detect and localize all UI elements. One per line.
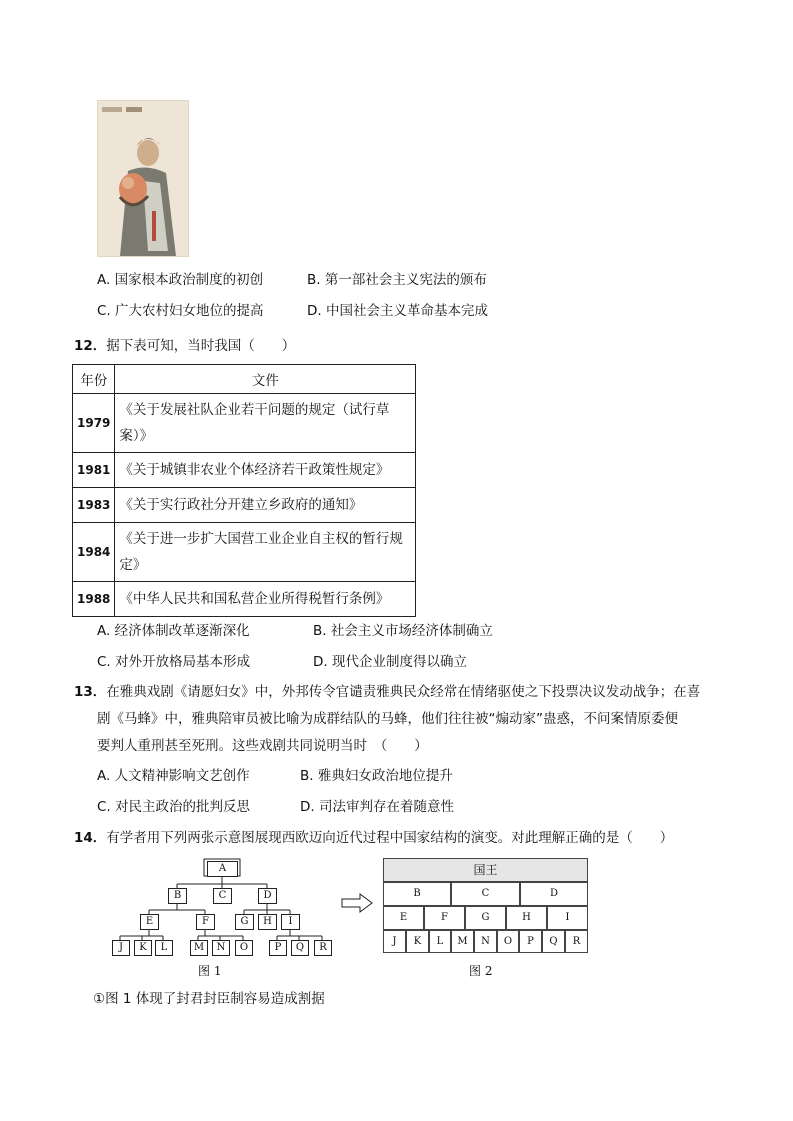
figure-2-state-structure: [383, 858, 593, 983]
fig1-node: J: [112, 940, 130, 956]
table-row: [73, 582, 416, 617]
fig1-node: E: [140, 914, 159, 930]
fig2-block: E: [383, 906, 424, 930]
table-header-year: 年份: [73, 365, 115, 394]
table-cell-year: 1988: [73, 582, 115, 617]
q11-option-b: B. 第一部社会主义宪法的颁布: [307, 272, 487, 288]
table-cell-document: 《关于实行政社分开建立乡政府的通知》: [115, 488, 416, 523]
q12-stem-line: [74, 336, 295, 356]
q13-option-c: C. 对民主政治的批判反思: [97, 799, 251, 815]
q12-option-d: D. 现代企业制度得以确立: [313, 654, 467, 670]
table-cell-document: 《关于城镇非农业个体经济若干政策性规定》: [115, 453, 416, 488]
table-header-document: 文件: [115, 365, 416, 394]
fig2-block: Q: [542, 930, 565, 953]
q12-option-b: B. 社会主义市场经济体制确立: [313, 623, 493, 639]
q13-option-a: A. 人文精神影响文艺创作: [97, 768, 250, 784]
q13-text-1: 在雅典戏剧《请愿妇女》中，外邦传令官谴责雅典民众经常在情绪驱使之下投票决议发动战争；在喜: [106, 684, 701, 700]
painting-figure-icon: [98, 101, 188, 256]
fig2-block: R: [565, 930, 588, 953]
fig1-node: B: [168, 888, 187, 904]
fig2-block: G: [465, 906, 506, 930]
q13-stem-line-2: 剧《马蜂》中，雅典陪审员被比喻为成群结队的马蜂，他们往往被“煽动家”蛊惑，不问案情原委便: [97, 711, 678, 727]
q11-option-a: A. 国家根本政治制度的初创: [97, 272, 264, 288]
table-cell-year: 1979: [73, 394, 115, 453]
fig2-block: O: [497, 930, 519, 953]
table-row: [73, 488, 416, 523]
figure-1-caption: 图 1: [198, 964, 222, 978]
fig2-block: I: [547, 906, 588, 930]
fig1-node: R: [314, 940, 332, 956]
q13-option-d: D. 司法审判存在着随意性: [300, 799, 454, 815]
right-arrow-icon: [340, 893, 374, 913]
fig1-node: H: [258, 914, 277, 930]
q13-stem-line-3: 要判人重刑甚至死刑。这些戏剧共同说明当时 （ ）: [97, 738, 428, 754]
fig1-node-top: A: [207, 861, 238, 877]
fig1-node: O: [235, 940, 253, 956]
fig1-node: D: [258, 888, 277, 904]
q13-option-b: B. 雅典妇女政治地位提升: [300, 768, 453, 784]
fig2-block: J: [383, 930, 406, 953]
table-cell-document: 《关于发展社队企业若干问题的规定（试行草案）》: [115, 394, 416, 453]
fig2-block: H: [506, 906, 547, 930]
question-stem: 据下表可知，当时我国（ ）: [106, 338, 296, 354]
q12-option-c: C. 对外开放格局基本形成: [97, 654, 251, 670]
fig1-node: L: [155, 940, 173, 956]
table-cell-year: 1983: [73, 488, 115, 523]
fig2-block: C: [451, 882, 520, 906]
fig1-node: P: [269, 940, 287, 956]
fig1-node: Q: [291, 940, 309, 956]
fig2-block: K: [406, 930, 429, 953]
fig2-block: N: [474, 930, 497, 953]
table-cell-year: 1981: [73, 453, 115, 488]
table-row: [73, 453, 416, 488]
table-row: [73, 523, 416, 582]
fig2-block: F: [424, 906, 465, 930]
table-cell-year: 1984: [73, 523, 115, 582]
question-number: 14．: [74, 830, 107, 846]
q14-statement-1: ①图 1 体现了封君封臣制容易造成割据: [93, 991, 325, 1007]
fig1-node: C: [213, 888, 232, 904]
figure-2-caption: 图 2: [469, 964, 493, 978]
fig1-node: M: [190, 940, 208, 956]
fig2-block: D: [520, 882, 588, 906]
q11-option-d: D. 中国社会主义革命基本完成: [307, 303, 488, 319]
q14-stem-line: [74, 828, 673, 848]
question-number: 12．: [74, 338, 107, 354]
q13-stem-line-1: [74, 682, 700, 702]
fig2-block: P: [519, 930, 542, 953]
table-row: [73, 394, 416, 453]
question-number: 13．: [74, 684, 107, 700]
table-header-row: [73, 365, 416, 394]
fig2-block: B: [383, 882, 451, 906]
fig1-node: N: [212, 940, 230, 956]
fig2-block: M: [451, 930, 474, 953]
policy-documents-table: [72, 364, 416, 617]
fig1-node: F: [196, 914, 215, 930]
figure-1-feudal-hierarchy: [105, 858, 345, 983]
fig2-block: L: [429, 930, 451, 953]
question-stem: 有学者用下列两张示意图展现西欧迈向近代过程中国家结构的演变。对此理解正确的是（ ）: [106, 830, 674, 846]
fig1-node: I: [281, 914, 300, 930]
table-cell-document: 《中华人民共和国私营企业所得税暂行条例》: [115, 582, 416, 617]
q12-option-a: A. 经济体制改革逐渐深化: [97, 623, 250, 639]
historical-painting: [97, 100, 189, 257]
fig1-node: K: [134, 940, 152, 956]
fig2-top-block: 国王: [383, 858, 588, 882]
table-cell-document: 《关于进一步扩大国营工业企业自主权的暂行规定》: [115, 523, 416, 582]
fig1-node: G: [235, 914, 254, 930]
q11-option-c: C. 广大农村妇女地位的提高: [97, 303, 264, 319]
